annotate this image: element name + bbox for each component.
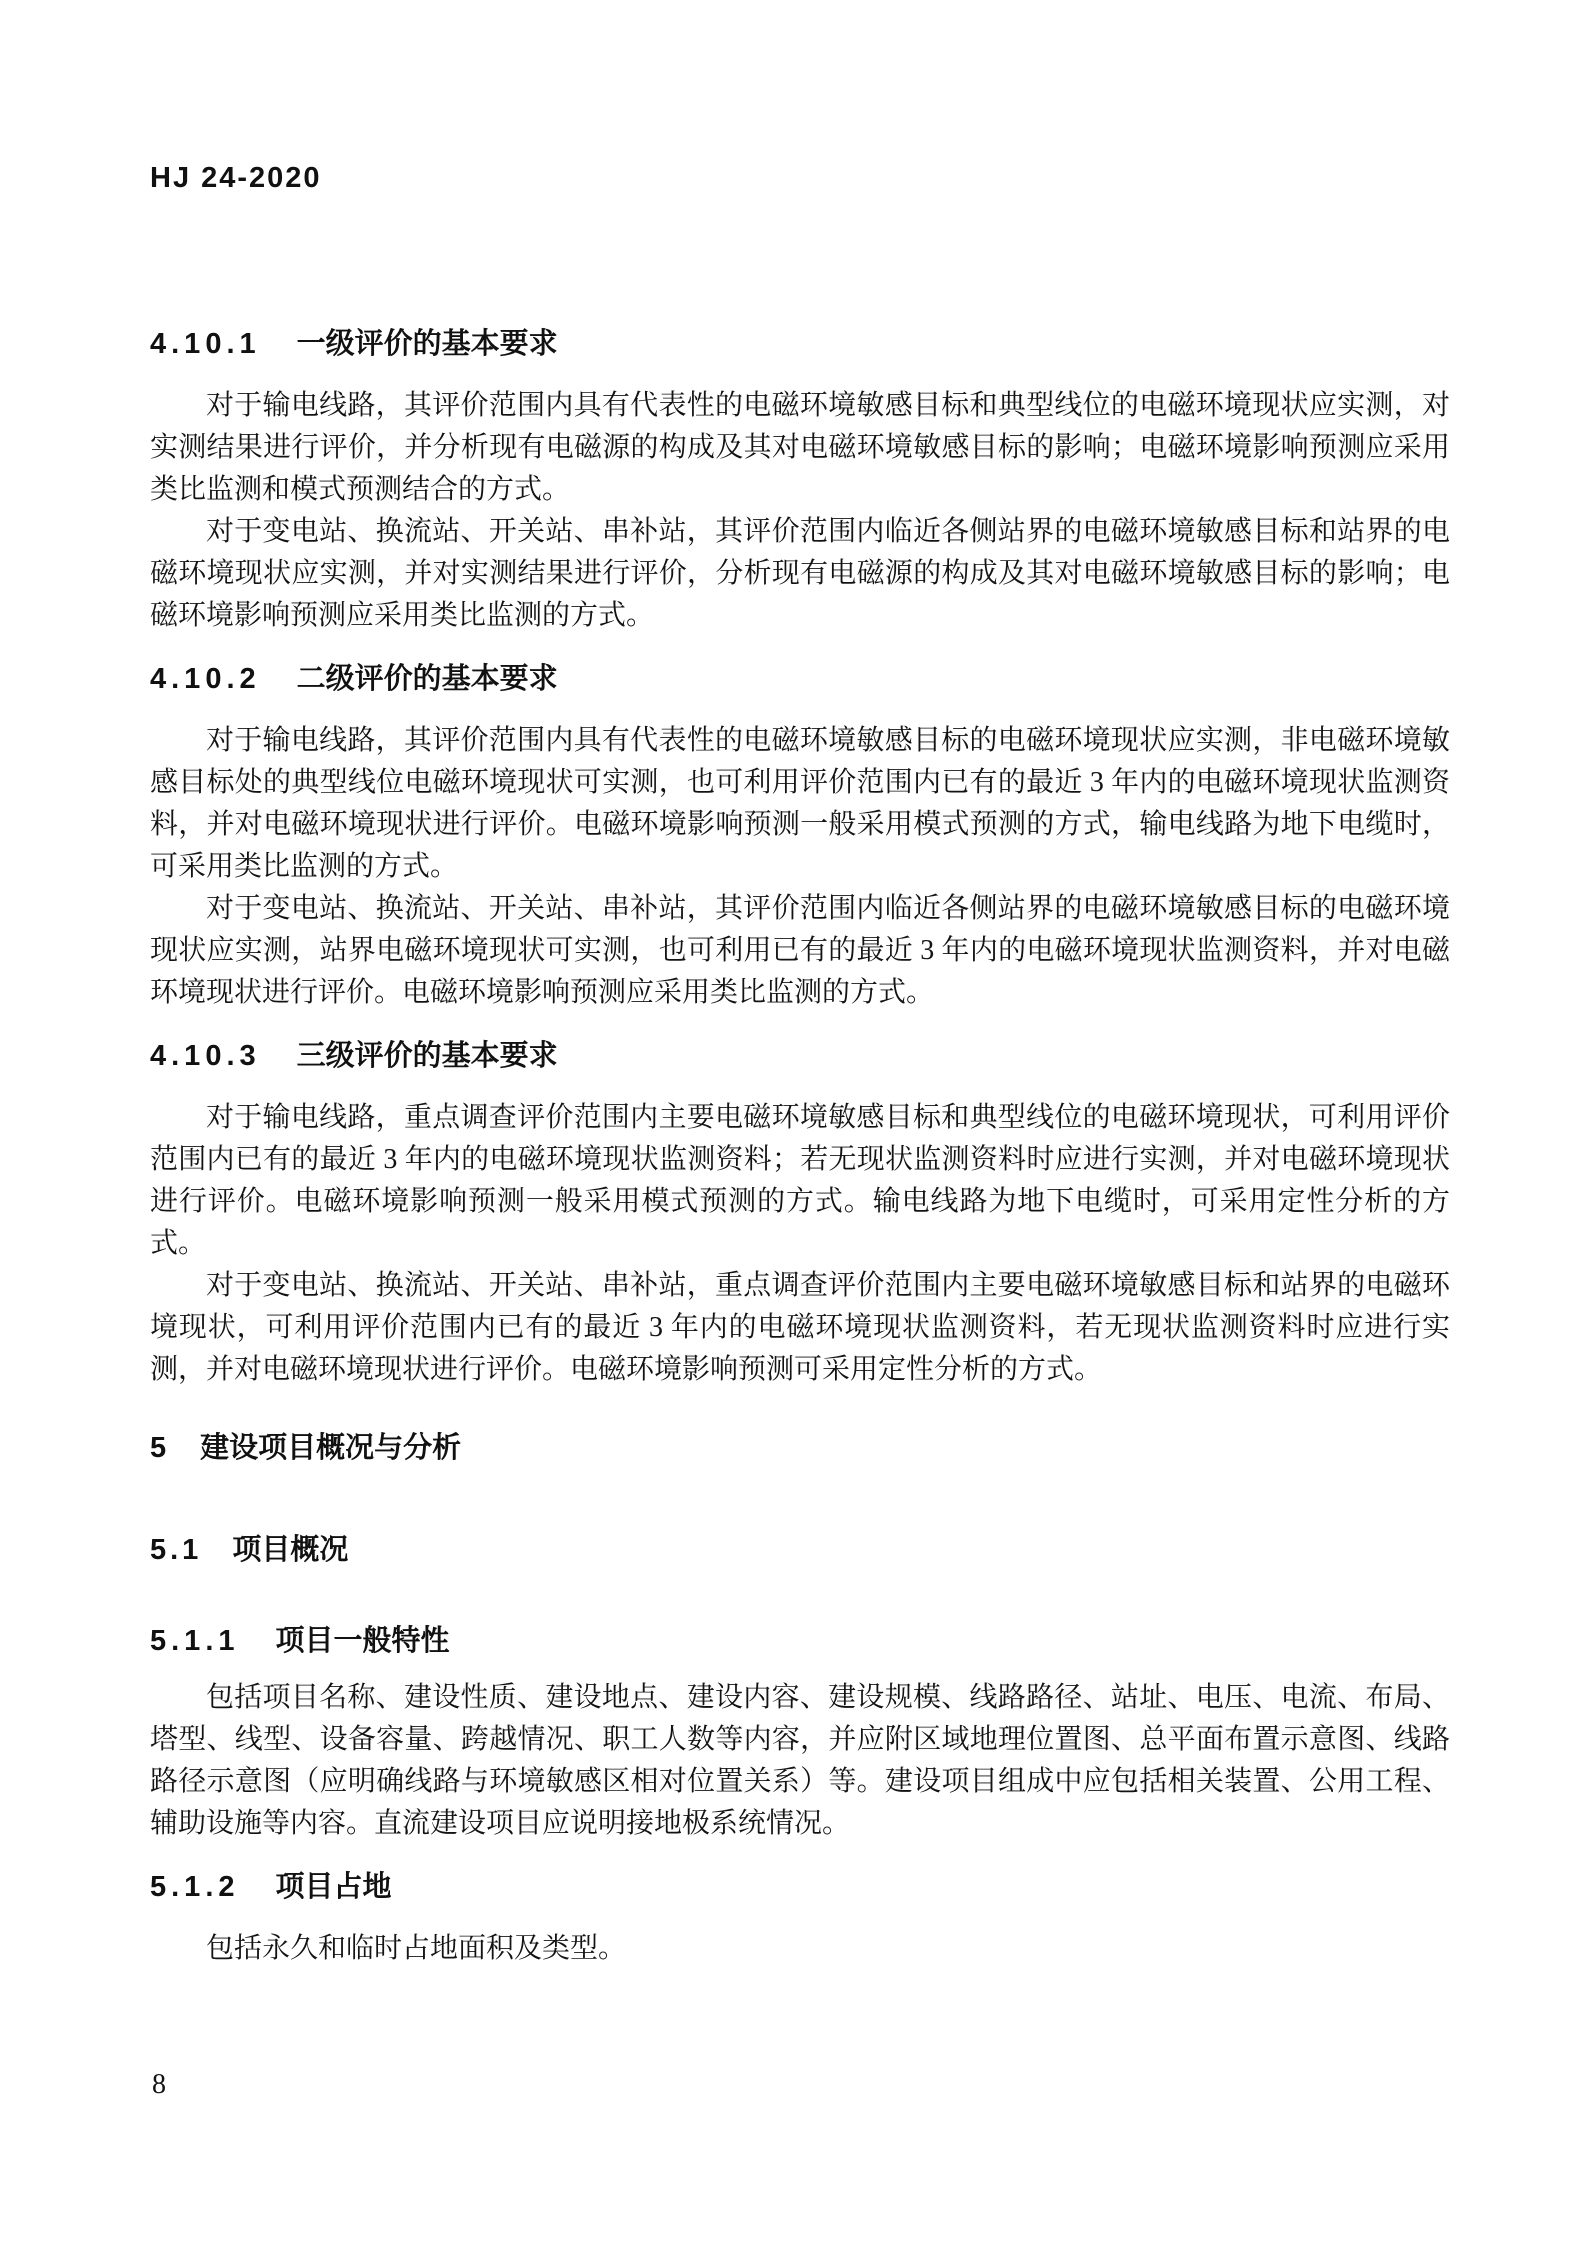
paragraph: 对于输电线路，重点调查评价范围内主要电磁环境敏感目标和典型线位的电磁环境现状，可利用评价范围内已有的最近 3 年内的电磁环境现状监测资料；若无现状监测资料时应进行实测，并对电磁环境现状进行评价。电磁环境影响预测一般采用模式预测的方式。输电线路为地下电缆时，可采用定性分析的方式。 (150, 1102, 1450, 1259)
heading-number: 4.10.2 (150, 663, 261, 695)
heading-5-1-2 (150, 1866, 1450, 1908)
heading-4-10-2 (150, 658, 1450, 700)
document-body (150, 0, 1450, 1970)
heading-5 (150, 1427, 1450, 1469)
paragraph: 对于变电站、换流站、开关站、串补站，其评价范围内临近各侧站界的电磁环境敏感目标的电磁环境现状应实测，站界电磁环境现状可实测，也可利用已有的最近 3 年内的电磁环境现状监测资料，并对电磁环境现状进行评价。电磁环境影响预测应采用类比监测的方式。 (150, 893, 1450, 1008)
page-number: 8 (152, 2069, 166, 2100)
heading-number: 5 (150, 1432, 171, 1464)
heading-number: 4.10.3 (150, 1040, 261, 1072)
heading-number: 5.1.1 (150, 1625, 240, 1657)
heading-4-10-3 (150, 1035, 1450, 1077)
heading-5-1-1 (150, 1620, 1450, 1662)
paragraph: 对于变电站、换流站、开关站、串补站，其评价范围内临近各侧站界的电磁环境敏感目标和站界的电磁环境现状应实测，并对实测结果进行评价，分析现有电磁源的构成及其对电磁环境敏感目标的影响；电磁环境影响预测应采用类比监测的方式。 (150, 516, 1450, 631)
heading-title: 项目占地 (275, 1871, 392, 1903)
heading-title: 一级评价的基本要求 (296, 328, 558, 360)
running-header-standard-number: HJ 24-2020 (150, 162, 322, 194)
heading-title: 三级评价的基本要求 (296, 1040, 558, 1072)
paragraph: 包括项目名称、建设性质、建设地点、建设内容、建设规模、线路路径、站址、电压、电流、布局、塔型、线型、设备容量、跨越情况、职工人数等内容，并应附区域地理位置图、总平面布置示意图、线路路径示意图（应明确线路与环境敏感区相对位置关系）等。建设项目组成中应包括相关装置、公用工程、辅助设施等内容。直流建设项目应说明接地极系统情况。 (150, 1682, 1450, 1839)
paragraph: 对于输电线路，其评价范围内具有代表性的电磁环境敏感目标和典型线位的电磁环境现状应实测，对实测结果进行评价，并分析现有电磁源的构成及其对电磁环境敏感目标的影响；电磁环境影响预测应采用类比监测和模式预测结合的方式。 (150, 390, 1450, 505)
heading-number: 5.1.2 (150, 1871, 240, 1903)
paragraph: 对于输电线路，其评价范围内具有代表性的电磁环境敏感目标的电磁环境现状应实测，非电磁环境敏感目标处的典型线位电磁环境现状可实测，也可利用评价范围内已有的最近 3 年内的电磁环境现状监测资料，并对电磁环境现状进行评价。电磁环境影响预测一般采用模式预测的方式，输电线路为地下电缆时，可采用类比监测的方式。 (150, 725, 1450, 882)
heading-5-1 (150, 1529, 1450, 1571)
paragraph: 包括永久和临时占地面积及类型。 (206, 1933, 627, 1964)
heading-title: 项目一般特性 (275, 1625, 450, 1657)
paragraph: 对于变电站、换流站、开关站、串补站，重点调查评价范围内主要电磁环境敏感目标和站界的电磁环境现状，可利用评价范围内已有的最近 3 年内的电磁环境现状监测资料，若无现状监测资料时应进行实测，并对电磁环境现状进行评价。电磁环境影响预测可采用定性分析的方式。 (150, 1270, 1450, 1385)
heading-4-10-1 (150, 323, 1450, 365)
heading-title: 建设项目概况与分析 (200, 1432, 462, 1464)
heading-title: 项目概况 (232, 1534, 349, 1566)
heading-title: 二级评价的基本要求 (296, 663, 558, 695)
heading-number: 4.10.1 (150, 328, 261, 360)
heading-number: 5.1 (150, 1534, 203, 1566)
